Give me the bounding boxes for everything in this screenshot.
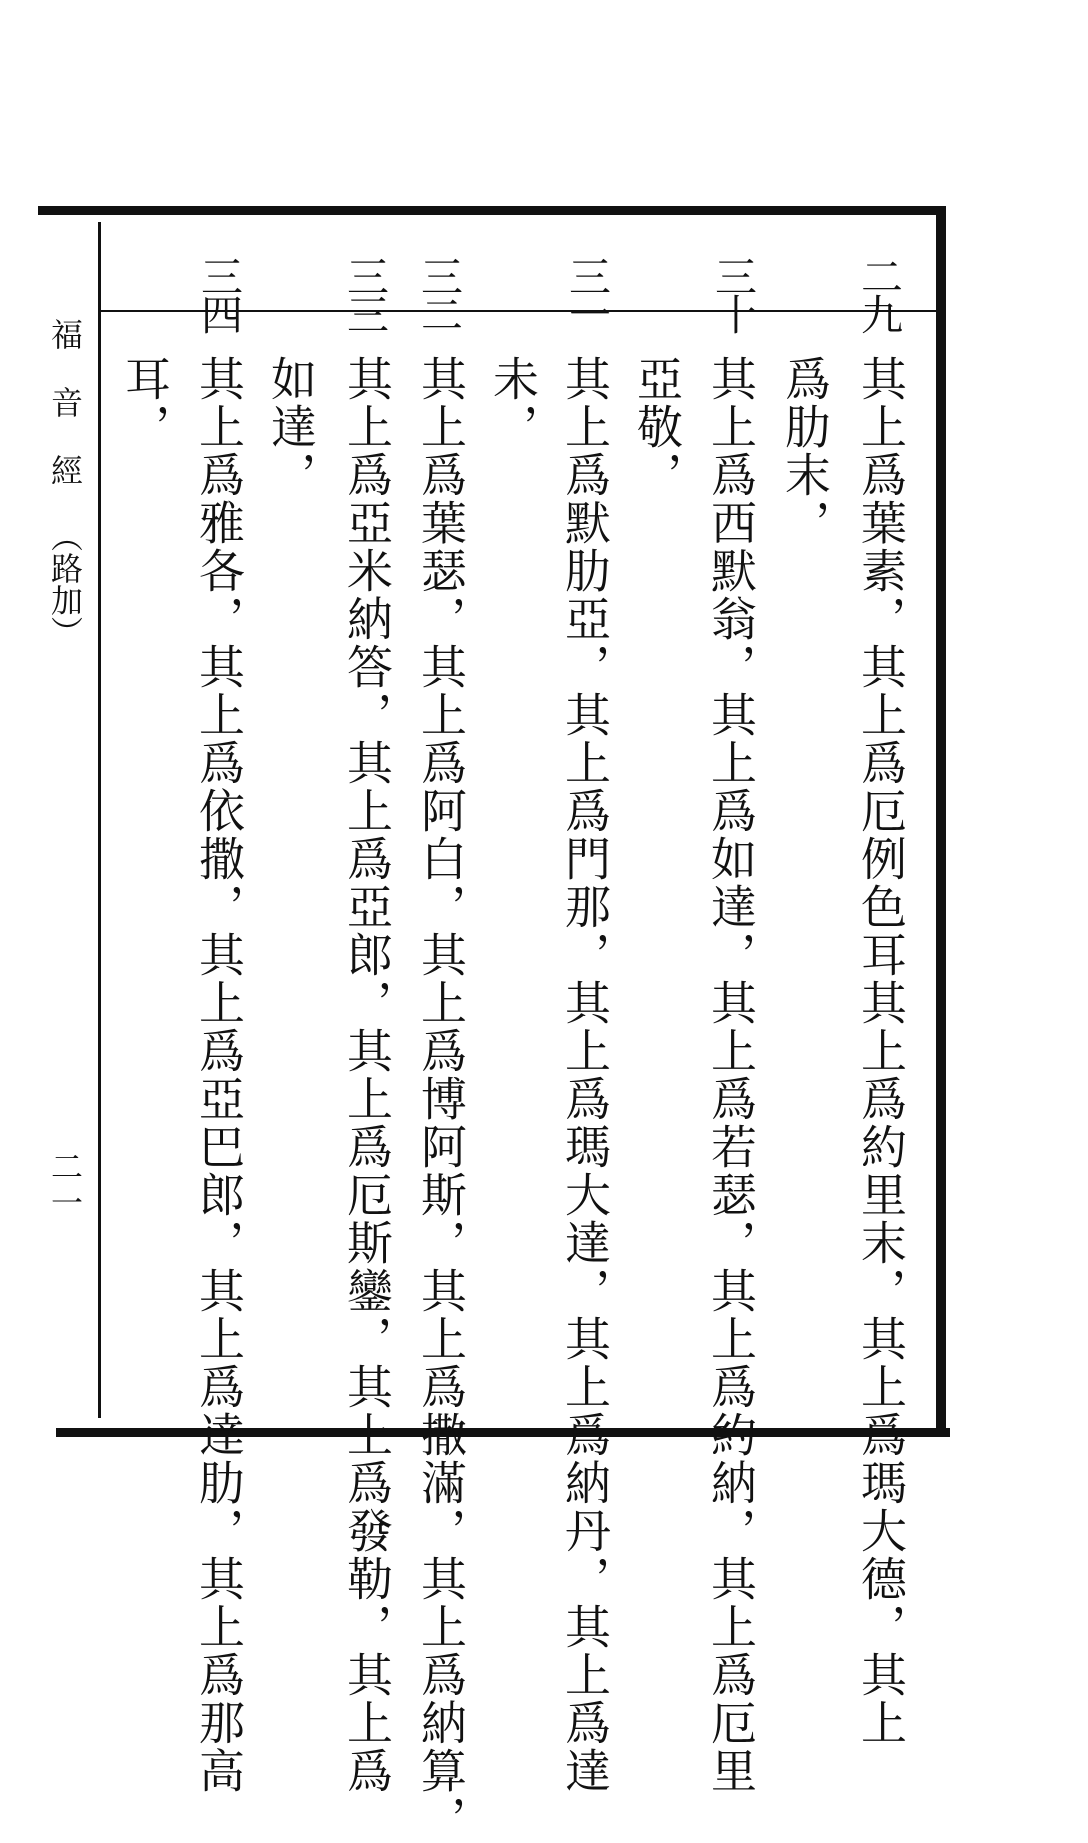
verse-text-column: 耳，: [118, 355, 172, 451]
verse-text-column: 其上爲葉素，其上爲厄例色耳其上爲約里末，其上爲瑪大德，其上: [854, 355, 908, 1747]
verse-text-column: 其上爲西默翁，其上爲如達，其上爲若瑟，其上爲約納，其上爲厄里: [704, 355, 758, 1795]
verse-number: 三四: [195, 255, 244, 331]
verse-number: 三十: [709, 255, 758, 331]
book-title: 福音經: [46, 318, 84, 522]
verse-text-column: 亞敬，: [630, 355, 684, 499]
verse-text-column: 其上爲雅各，其上爲依撒，其上爲亞巴郎，其上爲達肋，其上爲那高: [192, 355, 246, 1795]
top-border: [38, 206, 943, 215]
verse-text-column: 如達，: [264, 355, 318, 499]
left-border: [98, 222, 101, 1418]
verse-text-column: 其上爲葉瑟，其上爲阿白，其上爲博阿斯，其上爲撒滿，其上爲納算，: [414, 355, 468, 1843]
verse-number: 二九: [855, 255, 904, 331]
verse-number: 三三: [341, 255, 390, 331]
page-number: 二一: [46, 1150, 84, 1222]
verse-text-column: 未，: [486, 355, 540, 451]
verse-number: 三一: [563, 255, 612, 331]
bottom-border: [56, 1428, 950, 1437]
verse-text-column: 其上爲默肋亞，其上爲門那，其上爲瑪大達，其上爲納丹，其上爲達: [558, 355, 612, 1795]
right-border: [936, 206, 946, 1437]
verse-text-column: 爲肋末，: [778, 355, 832, 547]
verse-number: 三二: [415, 255, 464, 331]
verse-text-column: 其上爲亞米納答，其上爲亞郎，其上爲厄斯鑾，其上爲發勒，其上爲: [340, 355, 394, 1795]
book-subtitle: （路加）: [46, 520, 84, 648]
